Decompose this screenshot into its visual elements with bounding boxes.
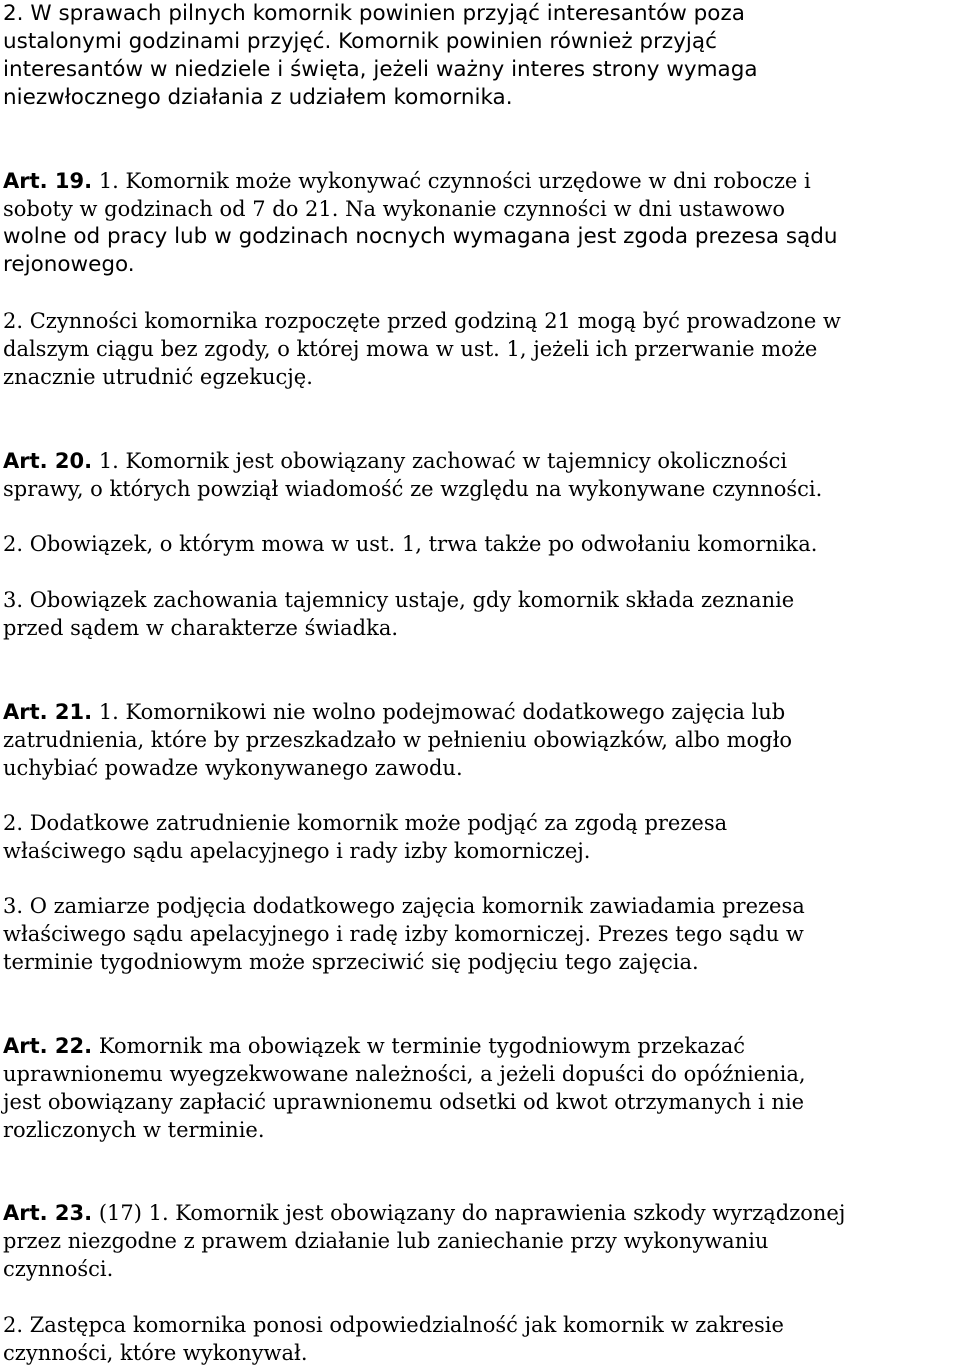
text-line: 2. Dodatkowe zatrudnienie komornik może podjąć za zgodą prezesa <box>3 811 728 835</box>
text-line: właściwego sądu apelacyjnego i rady izby komorniczej. <box>3 839 591 863</box>
text-line: wolne od pracy lub w godzinach nocnych wymagana jest zgoda prezesa sądu <box>3 224 838 249</box>
paragraph-art20-3 <box>3 586 794 642</box>
text-line: uchybiać powadze wykonywanego zawodu. <box>3 756 463 780</box>
text-line: (17) 1. Komornik jest obowiązany do naprawienia szkody wyrządzonej <box>92 1201 846 1225</box>
article-number: Art. 19. <box>3 169 93 193</box>
text-line: soboty w godzinach od 7 do 21. Na wykonanie czynności w dni ustawowo <box>3 197 786 221</box>
paragraph-art22 <box>3 1032 806 1144</box>
text-line: przez niezgodne z prawem działanie lub zaniechanie przy wykonywaniu <box>3 1229 769 1253</box>
paragraph-art21-1 <box>3 698 792 782</box>
article-number: Art. 21. <box>3 700 93 724</box>
paragraph-art23-2 <box>3 1311 784 1367</box>
text-line: terminie tygodniowym może sprzeciwić się podjęciu tego zajęcia. <box>3 950 699 974</box>
paragraph-art21-3 <box>3 892 805 976</box>
text-line: ustalonymi godzinami przyjęć. Komornik powinien również przyjąć <box>3 29 717 54</box>
paragraph-art20-1 <box>3 447 822 503</box>
text-line: 1. Komornikowi nie wolno podejmować dodatkowego zajęcia lub <box>92 700 786 724</box>
text-line: 1. Komornik jest obowiązany zachować w tajemnicy okoliczności <box>92 449 788 473</box>
text-line: 2. Czynności komornika rozpoczęte przed godziną 21 mogą być prowadzone w <box>3 309 841 333</box>
article-number: Art. 23. <box>3 1201 93 1225</box>
text-line: interesantów w niedziele i święta, jeżeli ważny interes strony wymaga <box>3 57 758 82</box>
text-line: rozliczonych w terminie. <box>3 1118 265 1142</box>
text-line: właściwego sądu apelacyjnego i radę izby komorniczej. Prezes tego sądu w <box>3 922 804 946</box>
text-line: przed sądem w charakterze świadka. <box>3 616 399 640</box>
article-number: Art. 22. <box>3 1034 93 1058</box>
paragraph-art20-2 <box>3 530 817 558</box>
text-line: zatrudnienia, które by przeszkadzało w pełnieniu obowiązków, albo mogło <box>3 728 793 752</box>
text-line: niezwłocznego działania z udziałem komornika. <box>3 85 513 110</box>
text-line: 2. W sprawach pilnych komornik powinien przyjąć interesantów poza <box>3 1 745 26</box>
paragraph-art18-2 <box>3 0 758 112</box>
text-line: uprawnionemu wyegzekwowane należności, a jeżeli dopuści do opóźnienia, <box>3 1062 806 1086</box>
paragraph-art19-1 <box>3 167 838 279</box>
text-line: 3. Obowiązek zachowania tajemnicy ustaje, gdy komornik składa zeznanie <box>3 588 795 612</box>
text-line: czynności. <box>3 1257 114 1281</box>
text-line: znacznie utrudnić egzekucję. <box>3 365 313 389</box>
paragraph-art21-2 <box>3 809 727 865</box>
text-line: jest obowiązany zapłacić uprawnionemu odsetki od kwot otrzymanych i nie <box>3 1090 805 1114</box>
text-line: dalszym ciągu bez zgody, o której mowa w ust. 1, jeżeli ich przerwanie może <box>3 337 818 361</box>
text-line: 3. O zamiarze podjęcia dodatkowego zajęcia komornik zawiadamia prezesa <box>3 894 805 918</box>
text-line: Komornik ma obowiązek w terminie tygodniowym przekazać <box>92 1034 745 1058</box>
paragraph-art19-2 <box>3 307 841 391</box>
text-line: sprawy, o których powziął wiadomość ze względu na wykonywane czynności. <box>3 477 823 501</box>
text-line: rejonowego. <box>3 252 135 277</box>
text-line: 2. Zastępca komornika ponosi odpowiedzialność jak komornik w zakresie <box>3 1313 784 1337</box>
text-line: 2. Obowiązek, o którym mowa w ust. 1, trwa także po odwołaniu komornika. <box>3 532 818 556</box>
text-line: 1. Komornik może wykonywać czynności urzędowe w dni robocze i <box>92 169 811 193</box>
article-number: Art. 20. <box>3 449 93 473</box>
text-line: czynności, które wykonywał. <box>3 1341 308 1365</box>
paragraph-art23-1 <box>3 1199 845 1283</box>
